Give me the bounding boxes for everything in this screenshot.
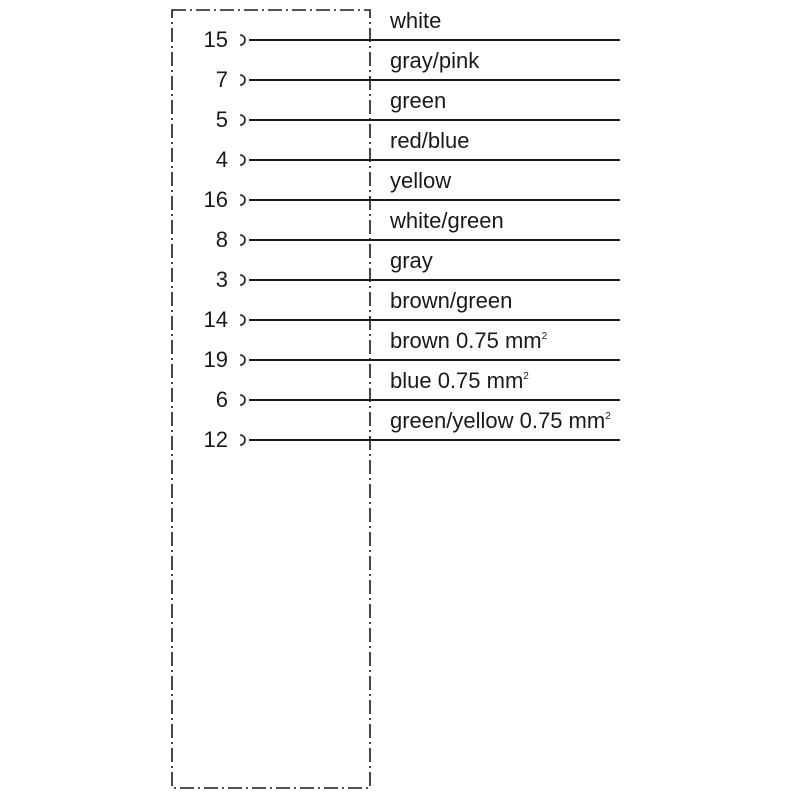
pin-number: 4 xyxy=(215,147,228,172)
wire-cross-section-exponent: 2 xyxy=(523,371,529,382)
pin-number: 7 xyxy=(215,67,228,92)
wire-row xyxy=(216,88,620,132)
wire-color: green/yellow xyxy=(390,408,514,433)
socket-contact-icon xyxy=(240,355,245,365)
wire-row xyxy=(204,328,620,372)
wire-color-label xyxy=(390,408,611,433)
wire-color-label xyxy=(390,128,470,153)
wire-color-label xyxy=(389,208,504,233)
wire-row xyxy=(204,408,620,452)
wire-color-label xyxy=(390,168,451,193)
wire-color: yellow xyxy=(390,168,452,193)
wire-cross-section-exponent: 2 xyxy=(541,331,548,342)
socket-contact-icon xyxy=(240,275,245,285)
wire-color-label xyxy=(390,288,512,313)
wire-color-label xyxy=(390,368,529,393)
wire-row xyxy=(216,208,620,252)
socket-contact-icon xyxy=(240,75,245,85)
wire-row xyxy=(216,128,620,172)
pin-number: 14 xyxy=(203,307,228,332)
wire-color-label xyxy=(390,248,433,273)
wire-cross-section: 0.75 mm xyxy=(431,368,524,393)
wire-color-label xyxy=(390,88,446,113)
socket-contact-icon xyxy=(240,35,245,45)
wire-row xyxy=(204,288,620,332)
wire-cross-section: 0.75 mm xyxy=(449,328,542,353)
socket-contact-icon xyxy=(240,395,245,405)
wire-color: brown xyxy=(390,328,450,353)
socket-contact-icon xyxy=(240,115,245,125)
wire-color-label xyxy=(390,48,480,73)
wire-color: gray/pink xyxy=(390,48,480,73)
pin-number: 12 xyxy=(203,427,228,452)
socket-contact-icon xyxy=(240,155,245,165)
wire-color: gray xyxy=(390,248,433,273)
wire-color: green xyxy=(390,88,447,113)
wire-color: white/green xyxy=(390,208,504,233)
wire-row xyxy=(216,368,620,412)
wire-color: red/blue xyxy=(390,128,470,153)
pin-number: 15 xyxy=(203,27,228,52)
wire-color: brown/green xyxy=(390,288,513,313)
pin-number: 5 xyxy=(215,107,228,132)
wire-cross-section-exponent: 2 xyxy=(605,411,611,422)
wire-color: white xyxy=(390,8,442,33)
wire-cross-section: 0.75 mm xyxy=(513,408,606,433)
wire-row xyxy=(204,168,620,212)
pin-number: 8 xyxy=(215,227,228,252)
wire-rows xyxy=(204,8,620,452)
socket-contact-icon xyxy=(240,435,245,445)
socket-contact-icon xyxy=(240,315,245,325)
socket-contact-icon xyxy=(240,235,245,245)
socket-contact-icon xyxy=(240,195,245,205)
wire-row xyxy=(216,48,620,92)
pin-number: 16 xyxy=(203,187,228,212)
wire-color-label xyxy=(390,328,548,353)
wire-row xyxy=(204,8,620,52)
wire-color: blue xyxy=(390,368,432,393)
pin-number: 6 xyxy=(215,387,228,412)
wire-row xyxy=(216,248,620,292)
pin-number: 19 xyxy=(203,347,228,372)
pin-number: 3 xyxy=(215,267,228,292)
wire-color-label xyxy=(389,8,441,33)
